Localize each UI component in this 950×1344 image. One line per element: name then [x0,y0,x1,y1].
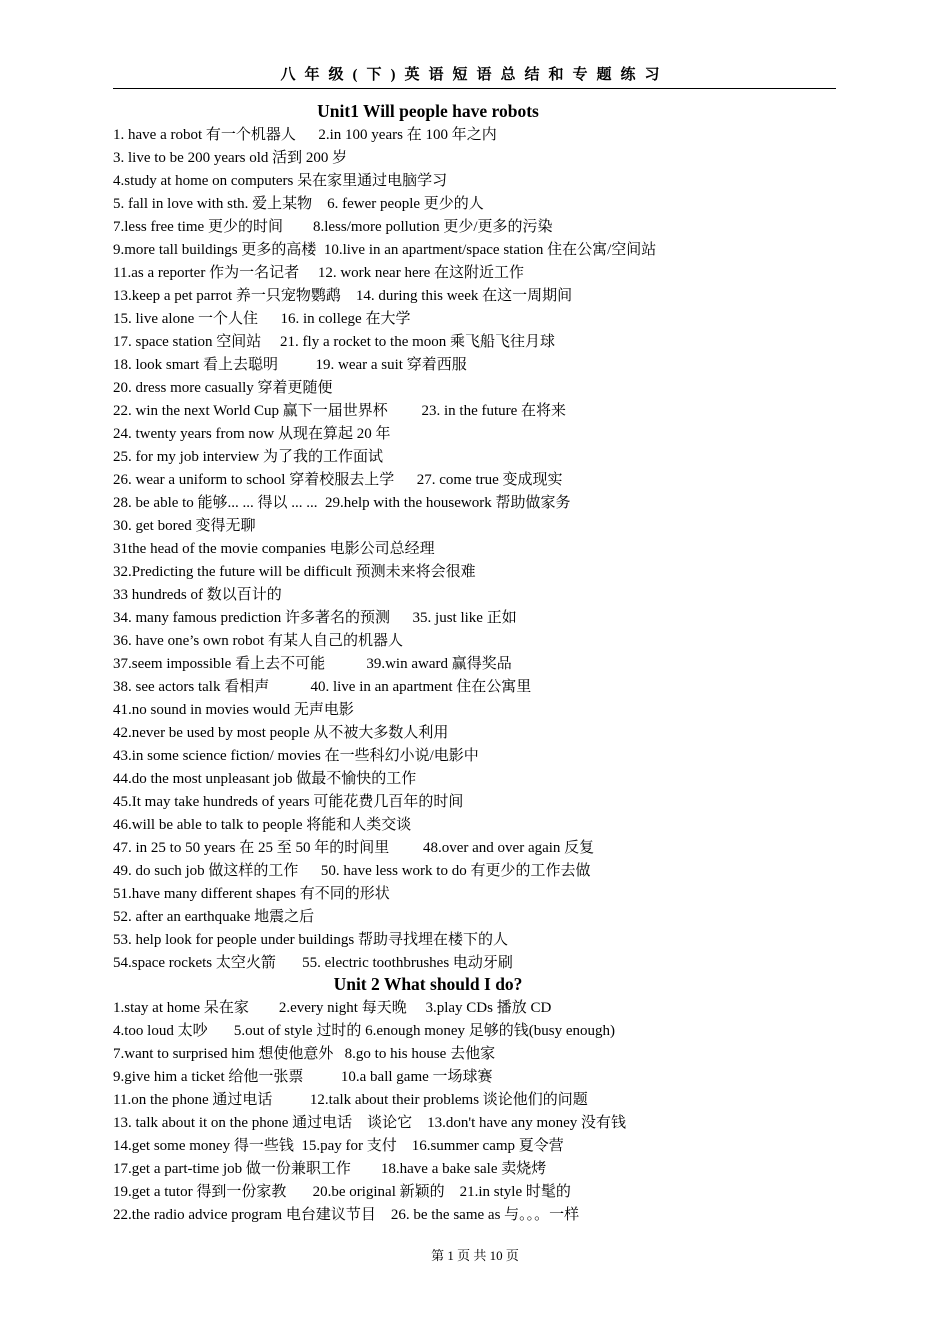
phrase-line: 52. after an earthquake 地震之后 [113,909,315,925]
phrase-line: 47. in 25 to 50 years 在 25 至 50 年的时间里 48.over and over again 反复 [113,840,595,856]
phrase-line: 30. get bored 变得无聊 [113,518,256,534]
phrase-line: 4.study at home on computers 呆在家里通过电脑学习 [113,173,448,189]
phrase-line: 32.Predicting the future will be difficult 预测未来将会很难 [113,564,476,580]
phrase-line: 20. dress more casually 穿着更随便 [113,380,333,396]
phrase-line: 7.less free time 更少的时间 8.less/more pollution 更少/更多的污染 [113,219,553,235]
phrase-line: 34. many famous prediction 许多著名的预测 35. just like 正如 [113,610,517,626]
phrase-line: 4.too loud 太吵 5.out of style 过时的 6.enough money 足够的钱(busy enough) [113,1023,616,1039]
phrase-line: 17.get a part-time job 做一份兼职工作 18.have a bake sale 卖烧烤 [113,1161,547,1177]
phrase-line: 42.never be used by most people 从不被大多数人利用 [113,725,449,741]
phrase-line: 7.want to surprised him 想使他意外 8.go to his house 去他家 [113,1046,496,1062]
phrase-line: 31the head of the movie companies 电影公司总经理 [113,541,435,557]
phrase-line: 9.give him a ticket 给他一张票 10.a ball game 一场球赛 [113,1069,493,1085]
phrase-line: 38. see actors talk 看相声 40. live in an apartment 住在公寓里 [113,679,532,695]
phrase-line: 17. space station 空间站 21. fly a rocket to the moon 乘飞船飞往月球 [113,334,556,350]
phrase-line: 19.get a tutor 得到一份家教 20.be original 新颖的 21.in style 时髦的 [113,1184,571,1200]
phrase-line: 22. win the next World Cup 赢下一届世界杯 23. in the future 在将来 [113,403,567,419]
phrase-line: 24. twenty years from now 从现在算起 20 年 [113,426,391,442]
phrase-line: 1. have a robot 有一个机器人 2.in 100 years 在 100 年之内 [113,127,497,143]
phrase-line: 5. fall in love with sth. 爱上某物 6. fewer people 更少的人 [113,196,484,212]
phrase-line: 41.no sound in movies would 无声电影 [113,702,354,718]
phrase-line: 28. be able to 能够... ... 得以 ... ... 29.help with the housework 帮助做家务 [113,495,571,511]
phrase-line: 22.the radio advice program 电台建议节目 26. be the same as 与。。。一样 [113,1207,580,1223]
page-footer: 第 1 页 共 10 页 [431,1248,519,1263]
phrase-line: 46.will be able to talk to people 将能和人类交谈 [113,817,412,833]
header-title: 八年级(下)英语短语总结和专题练习 [280,67,669,83]
phrase-line: 11.as a reporter 作为一名记者 12. work near here 在这附近工作 [113,265,525,281]
unit2-title: Unit 2 What should I do? [333,974,523,994]
phrase-line: 18. look smart 看上去聪明 19. wear a suit 穿着西服 [113,357,467,373]
phrase-line: 9.more tall buildings 更多的高楼 10.live in an apartment/space station 住在公寓/空间站 [113,242,657,258]
unit1-phrase-list [113,124,853,975]
phrase-line: 33 hundreds of 数以百计的 [113,587,282,603]
phrase-line: 15. live alone 一个人住 16. in college 在大学 [113,311,411,327]
phrase-line: 49. do such job 做这样的工作 50. have less work to do 有更少的工作去做 [113,863,591,879]
page-header [113,64,836,89]
phrase-line: 13.keep a pet parrot 养一只宠物鹦鹉 14. during this week 在这一周期间 [113,288,573,304]
phrase-line: 26. wear a uniform to school 穿着校服去上学 27. come true 变成现实 [113,472,563,488]
phrase-line: 3. live to be 200 years old 活到 200 岁 [113,150,348,166]
phrase-line: 45.It may take hundreds of years 可能花费几百年的时间 [113,794,464,810]
phrase-line: 54.space rockets 太空火箭 55. electric toothbrushes 电动牙刷 [113,955,513,971]
unit2-phrase-list [113,997,853,1227]
phrase-line: 53. help look for people under buildings 帮助寻找埋在楼下的人 [113,932,508,948]
phrase-line: 25. for my job interview 为了我的工作面试 [113,449,383,465]
phrase-line: 51.have many different shapes 有不同的形状 [113,886,390,902]
phrase-line: 36. have one’s own robot 有某人自己的机器人 [113,633,403,649]
phrase-line: 43.in some science fiction/ movies 在一些科幻小说/电影中 [113,748,479,764]
phrase-line: 44.do the most unpleasant job 做最不愉快的工作 [113,771,417,787]
phrase-line: 14.get some money 得一些钱 15.pay for 支付 16.summer camp 夏令营 [113,1138,564,1154]
phrase-line: 13. talk about it on the phone 通过电话 谈论它 13.don't have any money 没有钱 [113,1115,627,1131]
phrase-line: 11.on the phone 通过电话 12.talk about their problems 谈论他们的问题 [113,1092,588,1108]
phrase-line: 37.seem impossible 看上去不可能 39.win award 赢得奖品 [113,656,512,672]
phrase-line: 1.stay at home 呆在家 2.every night 每天晚 3.play CDs 播放 CD [113,1000,552,1016]
unit1-title: Unit1 Will people have robots [317,101,539,121]
